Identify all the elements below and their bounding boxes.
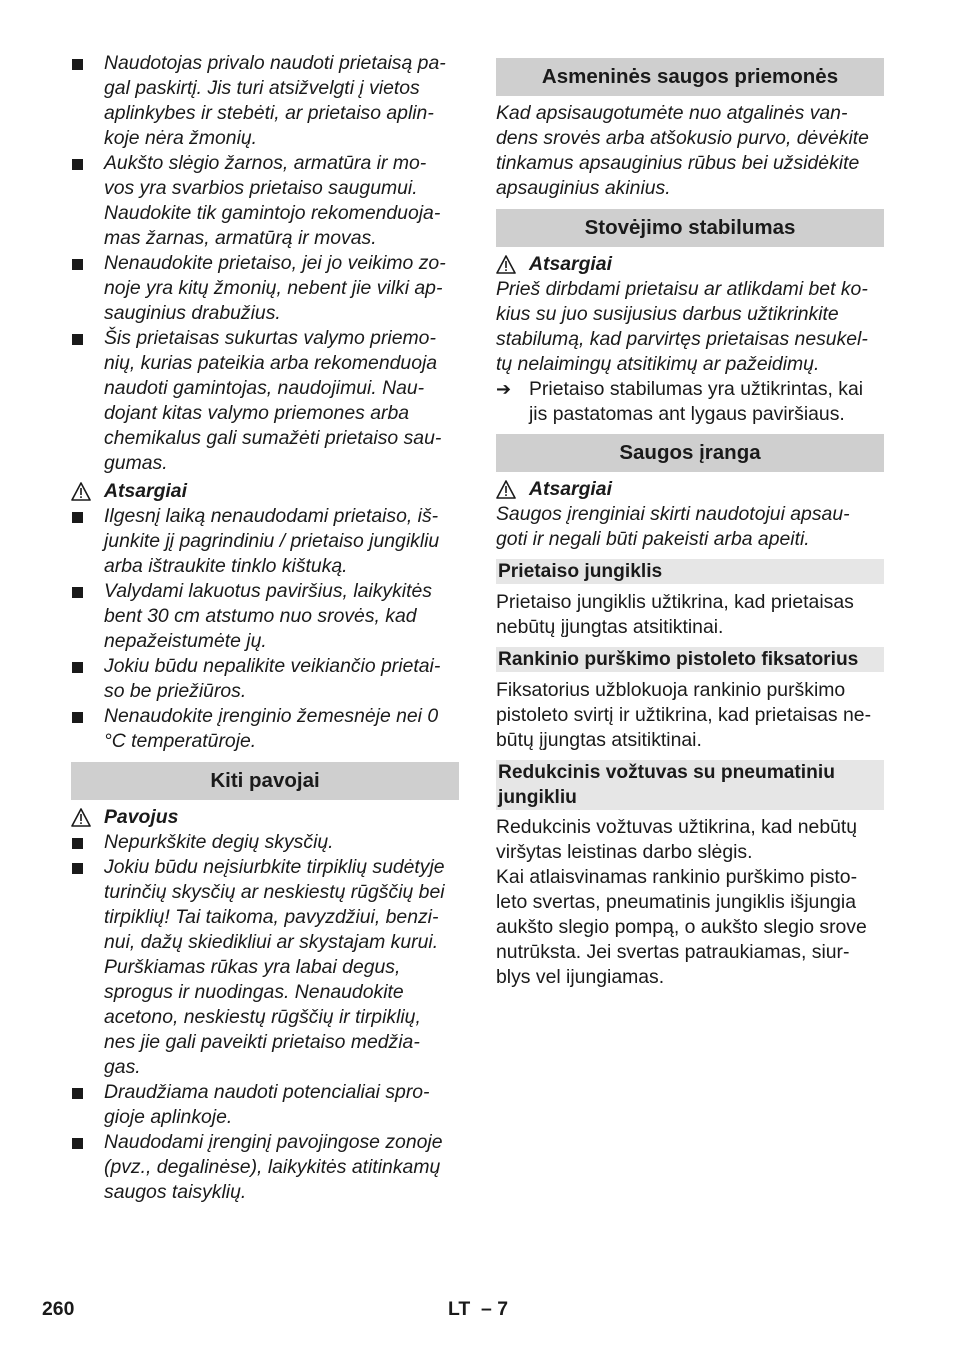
caution-heading: Atsargiai	[71, 479, 459, 504]
list-item: Nenaudokite prietaiso, jei jo veikimo zo- noje yra kitų žmonių, nebent jie vilki ap- sauginius drabužius.	[71, 251, 459, 326]
bullet-icon	[72, 587, 83, 598]
right-arrow-icon: ➔	[496, 379, 512, 400]
list-item: Jokiu būdu neįsiurbkite tirpiklių sudėtyje turinčių skysčių ar neskiestų rūgščių bei tirpiklių! Tai taikoma, pavyzdžiui, benzi- nui, dažų skiedikliui ar skystajam kurui. Purškiamas rūkas yra labai degus, sprogus ir nuodingas. Nenaudokite acetono, neskiestų rūgščių ir tirpiklių, nes jie gali paveikti prietaiso medžia- gas.	[71, 855, 459, 1080]
right-column	[496, 58, 884, 990]
bullet-icon	[72, 838, 83, 849]
list-item: Jokiu būdu nepalikite veikiančio prietai- so be priežiūros.	[71, 654, 459, 704]
section-heading-safety-equipment: Saugos įranga	[496, 434, 884, 472]
section-heading-ppe: Asmeninės saugos priemonės	[496, 58, 884, 96]
bullet-icon	[72, 863, 83, 874]
trigger-lock-paragraph: Fiksatorius užblokuoja rankinio purškimo pistoleto svirtį ir užtikrina, kad prietaisas ne- būtų įjungtas atsitiktinai.	[496, 679, 872, 751]
section-heading-other-hazards: Kiti pavojai	[71, 762, 459, 800]
device-switch-paragraph: Prietaiso jungiklis užtikrina, kad prietaisas nebūtų įjungtas atsitiktinai.	[496, 591, 854, 638]
list-item: Nepurkškite degių skysčių.	[71, 830, 459, 855]
bullet-icon	[72, 712, 83, 723]
list-item: Ilgesnį laiką nenaudodami prietaiso, iš- junkite jį pagrindiniu / prietaiso jungikliu arba ištraukite tinklo kištuką.	[71, 504, 459, 579]
list-item: Valydami lakuotus paviršius, laikykitės bent 30 cm atstumo nuo srovės, kad nepažeistumėte jų.	[71, 579, 459, 654]
list-item: Draudžiama naudoti potencialiai spro- gioje aplinkoje.	[71, 1080, 459, 1130]
bullet-icon	[72, 1138, 83, 1149]
ppe-paragraph: Kad apsisaugotumėte nuo atgalinės van- dens srovės arba atšokusio purvo, dėvėkite tinkamus apsauginius rūbus bei užsidėkite apsauginius akinius.	[496, 102, 869, 199]
list-item: Naudotojas privalo naudoti prietaisą pa- gal paskirtį. Jis turi atsižvelgti į vietos aplinkybes ir stebėti, ar prietaiso aplin- koje nėra žmonių.	[71, 51, 459, 151]
warning-triangle-icon	[496, 255, 516, 274]
reducing-valve-paragraph: Redukcinis vožtuvas užtikrina, kad nebūtų viršytas leistinas darbo slėgis. Kai atlaisvinamas rankinio purškimo pisto- leto svertas, pneumatinis jungiklis išjungia aukšto slegio pompą, o aukšto slegio srove nutrūksta. Jei svertas patraukiamas, siur- blys vel ijungiamas.	[496, 816, 867, 988]
bullet-icon	[72, 59, 83, 70]
caution-heading: Atsargiai	[496, 477, 884, 502]
warning-triangle-icon	[71, 808, 91, 827]
safety-equipment-paragraph: Saugos įrenginiai skirti naudotojui apsau- goti ir negali būti pakeisti arba apeiti.	[496, 503, 850, 550]
list-item: Aukšto slėgio žarnos, armatūra ir mo- vos yra svarbios prietaiso saugumui. Naudokite tik gamintojo rekomenduoja- mas žarnas, armatūrą ir movas.	[71, 151, 459, 251]
bullet-icon	[72, 662, 83, 673]
bullet-icon	[72, 512, 83, 523]
subheading-device-switch: Prietaiso jungiklis	[496, 559, 884, 584]
section-heading-stability: Stovėjimo stabilumas	[496, 209, 884, 247]
left-column	[71, 51, 459, 1205]
bullet-icon	[72, 159, 83, 170]
bullet-icon	[72, 259, 83, 270]
bullet-icon	[72, 334, 83, 345]
subheading-reducing-valve: Redukcinis vožtuvas su pneumatiniu jungikliu	[496, 760, 884, 810]
subheading-trigger-lock: Rankinio purškimo pistoleto fiksatorius	[496, 647, 884, 672]
list-item: Naudodami įrenginį pavojingose zonoje (pvz., degalinėse), laikykitės atitinkamų saugos taisyklių.	[71, 1130, 459, 1205]
danger-heading: Pavojus	[71, 805, 459, 830]
list-item: Nenaudokite įrenginio žemesnėje nei 0 °C temperatūroje.	[71, 704, 459, 754]
warning-triangle-icon	[496, 480, 516, 499]
list-item: Šis prietaisas sukurtas valymo priemo- nių, kurias pateikia arba rekomenduoja naudoti gamintojas, naudojimui. Nau- dojant kitas valymo priemones arba chemikalus gali sumažėti prietaiso sau- gumas.	[71, 326, 459, 476]
caution-bullet-list	[71, 504, 459, 754]
caution-heading: Atsargiai	[496, 252, 884, 277]
language-page-label: LT – 7	[448, 1298, 508, 1320]
danger-bullet-list	[71, 830, 459, 1205]
page-number: 260	[42, 1298, 75, 1320]
stability-arrow-item: ➔ Prietaiso stabilumas yra užtikrintas, kai jis pastatomas ant lygaus paviršiaus.	[496, 378, 864, 425]
intro-bullet-list	[71, 51, 459, 476]
stability-paragraph: Prieš dirbdami prietaisu ar atlikdami bet ko- kius su juo susijusius darbus užtikrinkite stabilumą, kad parvirtęs prietaisas nesukel- tų nelaimingų atsitikimų ar pažeidimų.	[496, 278, 868, 375]
warning-triangle-icon	[71, 482, 91, 501]
bullet-icon	[72, 1088, 83, 1099]
